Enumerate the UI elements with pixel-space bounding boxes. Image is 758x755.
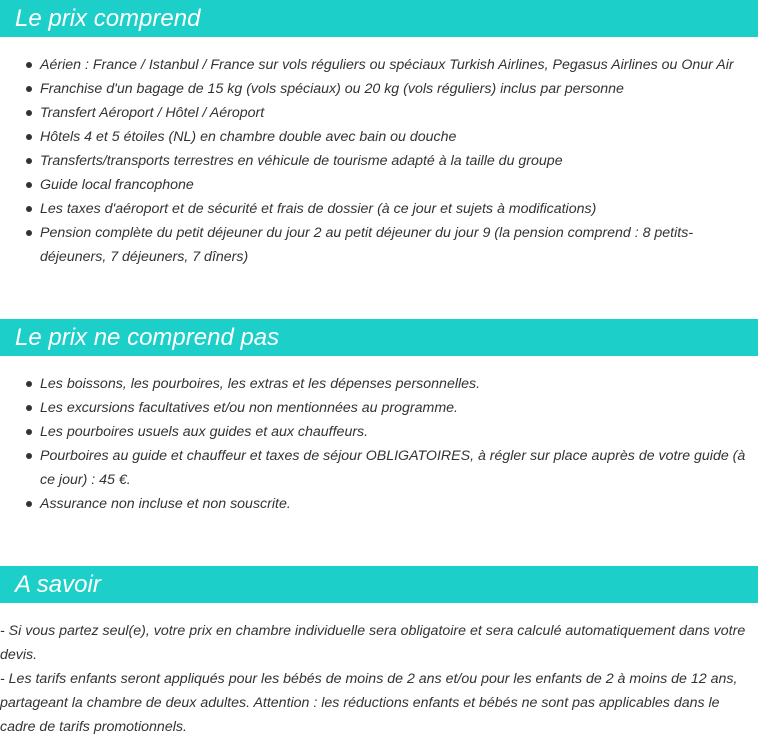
bullet-icon xyxy=(26,405,32,411)
bullet-icon xyxy=(26,501,32,507)
bullet-icon xyxy=(26,110,32,116)
list-item: Franchise d'un bagage de 15 kg (vols spéciaux) ou 20 kg (vols réguliers) inclus par personne xyxy=(0,77,758,101)
bullet-icon xyxy=(26,230,32,236)
good-to-know-notes xyxy=(0,619,756,739)
list-item: Pension complète du petit déjeuner du jour 2 au petit déjeuner du jour 9 (la pension comprend : 8 petits-déjeuners, 7 déjeuners, 7 dîners) xyxy=(0,221,758,269)
bullet-icon xyxy=(26,206,32,212)
included-section-header xyxy=(0,0,758,37)
bullet-icon xyxy=(26,429,32,435)
bullet-icon xyxy=(26,134,32,140)
bullet-icon xyxy=(26,453,32,459)
list-item: Assurance non incluse et non souscrite. xyxy=(0,492,758,516)
not-included-list xyxy=(0,372,758,516)
good-to-know-section-title: A savoir xyxy=(15,571,101,598)
note-paragraph: - Si vous partez seul(e), votre prix en chambre individuelle sera obligatoire et sera calculé automatiquement dans votre devis. xyxy=(0,623,746,663)
bullet-icon xyxy=(26,158,32,164)
not-included-section-title: Le prix ne comprend pas xyxy=(15,324,280,351)
list-item: Transfert Aéroport / Hôtel / Aéroport xyxy=(0,101,758,125)
bullet-icon xyxy=(26,182,32,188)
good-to-know-section-header xyxy=(0,566,758,603)
list-item: Les boissons, les pourboires, les extras et les dépenses personnelles. xyxy=(0,372,758,396)
included-list xyxy=(0,53,758,269)
list-item: Les pourboires usuels aux guides et aux chauffeurs. xyxy=(0,420,758,444)
list-item: Hôtels 4 et 5 étoiles (NL) en chambre double avec bain ou douche xyxy=(0,125,758,149)
list-item: Guide local francophone xyxy=(0,173,758,197)
bullet-icon xyxy=(26,381,32,387)
list-item: Les excursions facultatives et/ou non mentionnées au programme. xyxy=(0,396,758,420)
list-item: Aérien : France / Istanbul / France sur vols réguliers ou spéciaux Turkish Airlines, Pegasus Airlines ou Onur Air xyxy=(0,53,758,77)
list-item: Transferts/transports terrestres en véhicule de tourisme adapté à la taille du groupe xyxy=(0,149,758,173)
list-item: Pourboires au guide et chauffeur et taxes de séjour OBLIGATOIRES, à régler sur place auprès de votre guide (à ce jour) : 45 €. xyxy=(0,444,758,492)
note-paragraph: - Les tarifs enfants seront appliqués pour les bébés de moins de 2 ans et/ou pour les enfants de 2 à moins de 12 ans, partageant la chambre de deux adultes. Attention : les réductions enfants et bébés ne sont pas applicables dans le cadre de tarifs promotionnels. xyxy=(0,671,738,735)
bullet-icon xyxy=(26,86,32,92)
bullet-icon xyxy=(26,62,32,68)
not-included-section-header xyxy=(0,319,758,356)
list-item: Les taxes d'aéroport et de sécurité et frais de dossier (à ce jour et sujets à modifications) xyxy=(0,197,758,221)
included-section-title: Le prix comprend xyxy=(15,5,201,32)
